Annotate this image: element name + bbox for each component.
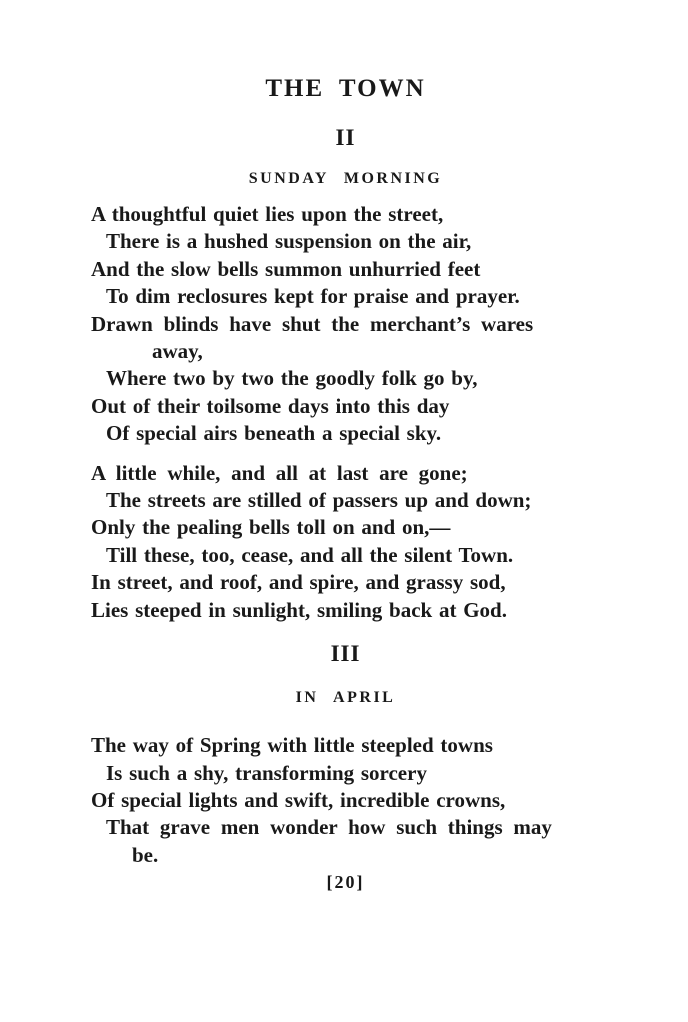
poem-line: away, — [152, 339, 203, 364]
poem-line: The way of Spring with little steepled towns — [91, 733, 493, 758]
poem-line: A little while, and all at last are gone; — [91, 460, 468, 485]
section-heading-in-april: IN APRIL — [295, 689, 396, 707]
poem-line: A thoughtful quiet lies upon the street, — [91, 202, 444, 226]
poem-line: Lies steeped in sunlight, smiling back at God. — [91, 597, 507, 622]
poem-line: Till these, too, cease, and all the silent Town. — [106, 542, 514, 567]
poem-line: Of special lights and swift, incredible crowns, — [91, 787, 506, 812]
poem-line: In street, and roof, and spire, and grassy sod, — [91, 570, 506, 595]
poem-line: Where two by two the goodly folk go by, — [106, 366, 478, 391]
page-title: THE TOWN — [265, 75, 426, 102]
poem-line: Out of their toilsome days into this day — [91, 393, 450, 418]
page-number: [20] — [326, 872, 365, 893]
poem-line: Drawn blinds have shut the merchant’s wares — [91, 311, 534, 336]
poem-line: There is a hushed suspension on the air, — [106, 229, 472, 254]
section-heading-sunday-morning: SUNDAY MORNING — [248, 170, 443, 187]
stanza-sunday-morning-2 — [91, 460, 600, 624]
stanza-sunday-morning-1 — [91, 201, 600, 448]
poem-line: Only the pealing bells toll on and on,— — [91, 515, 451, 540]
poem-line: be. — [132, 842, 159, 867]
poem-line: The streets are stilled of passers up and down; — [106, 488, 532, 513]
poem-line: To dim reclosures kept for praise and prayer. — [106, 284, 520, 309]
poem-line: And the slow bells summon unhurried feet — [91, 256, 481, 281]
poem-line: Is such a shy, transforming sorcery — [106, 760, 427, 785]
section-number-iii: III — [330, 641, 361, 667]
poem-line: That grave men wonder how such things may — [106, 815, 552, 840]
stanza-in-april-1 — [91, 732, 600, 869]
poem-line: Of special airs beneath a special sky. — [106, 421, 442, 446]
section-number-ii: II — [335, 125, 356, 150]
